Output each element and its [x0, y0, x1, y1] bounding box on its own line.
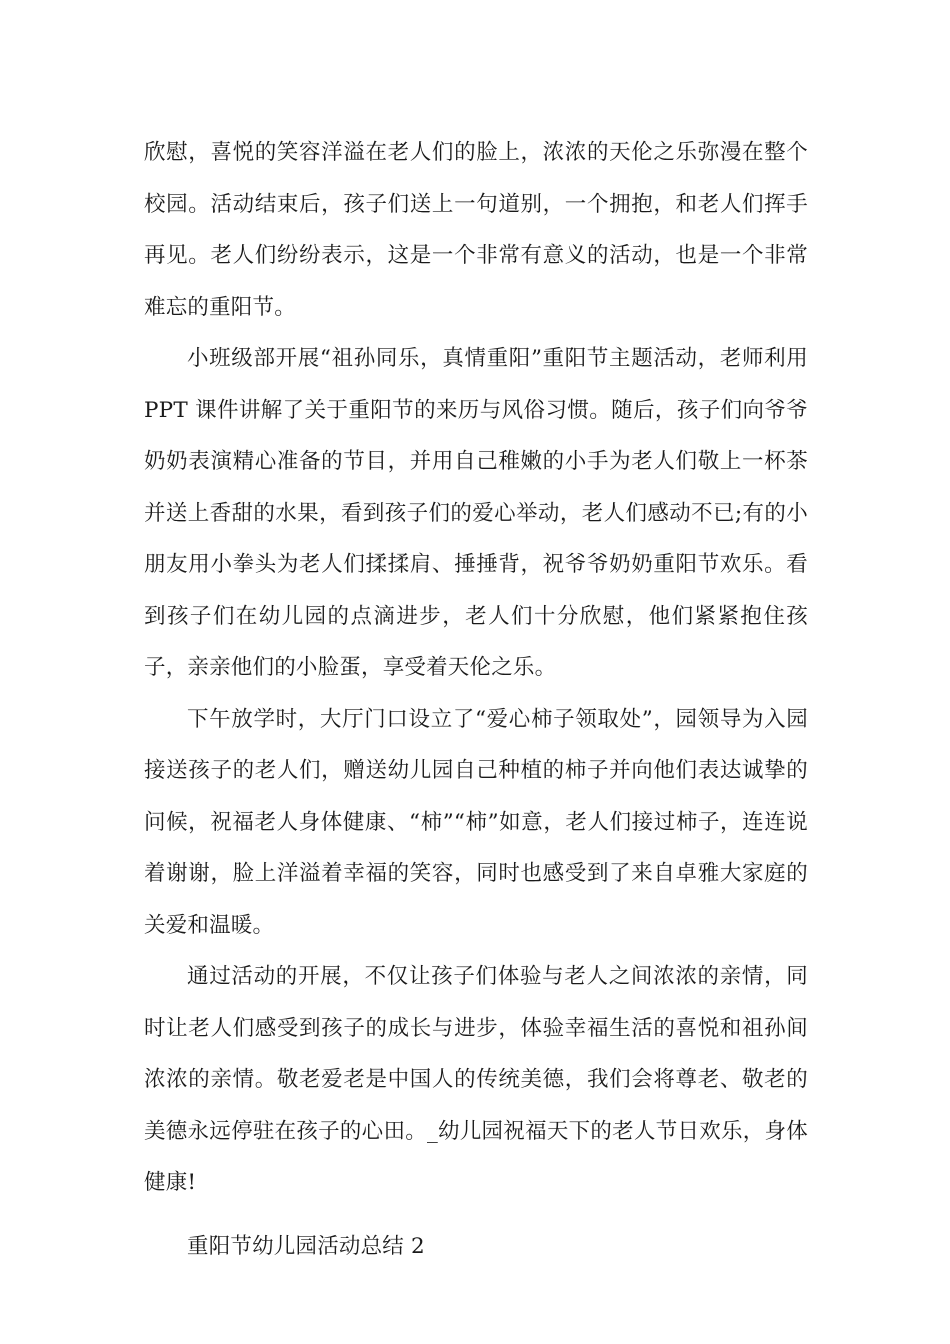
document-body: [144, 127, 808, 1272]
paragraph-persimmon-gift: 下午放学时，大厅门口设立了“爱心柿子领取处”，园领导为入园接送孩子的老人们，赠送幼儿园自己种植的柿子并向他们表达诚挚的问候，祝福老人身体健康、“柿”“柿”如意，老人们接过柿子，连连说着谢谢，脸上洋溢着幸福的笑容，同时也感受到了来自卓雅大家庭的关爱和温暖。: [144, 706, 808, 938]
section-heading: 重阳节幼儿园活动总结 2: [187, 1233, 425, 1259]
paragraph-continuation: 欣慰，喜悦的笑容洋溢在老人们的脸上，浓浓的天伦之乐弥漫在整个校园。活动结束后，孩子们送上一句道别，一个拥抱，和老人们挥手再见。老人们纷纷表示，这是一个非常有意义的活动，也是一个非常难忘的重阳节。: [144, 140, 808, 320]
paragraph-conclusion: 通过活动的开展，不仅让孩子们体验与老人之间浓浓的亲情，同时让老人们感受到孩子的成长与进步，体验幸福生活的喜悦和祖孙间浓浓的亲情。敬老爱老是中国人的传统美德，我们会将尊老、敬老的美德永远停驻在孩子的心田。_幼儿园祝福天下的老人节日欢乐，身体健康!: [144, 964, 808, 1195]
paragraph-small-class-activity: 小班级部开展“祖孙同乐，真情重阳”重阳节主题活动，老师利用 PPT 课件讲解了关于重阳节的来历与风俗习惯。随后，孩子们向爷爷奶奶表演精心准备的节目，并用自己稚嫩的小手为老人们敬上一杯茶并送上香甜的水果，看到孩子们的爱心举动，老人们感动不已;有的小朋友用小拳头为老人们揉揉肩、捶捶背，祝爷爷奶奶重阳节欢乐。看到孩子们在幼儿园的点滴进步，老人们十分欣慰，他们紧紧抱住孩子，亲亲他们的小脸蛋，享受着天伦之乐。: [144, 346, 808, 680]
